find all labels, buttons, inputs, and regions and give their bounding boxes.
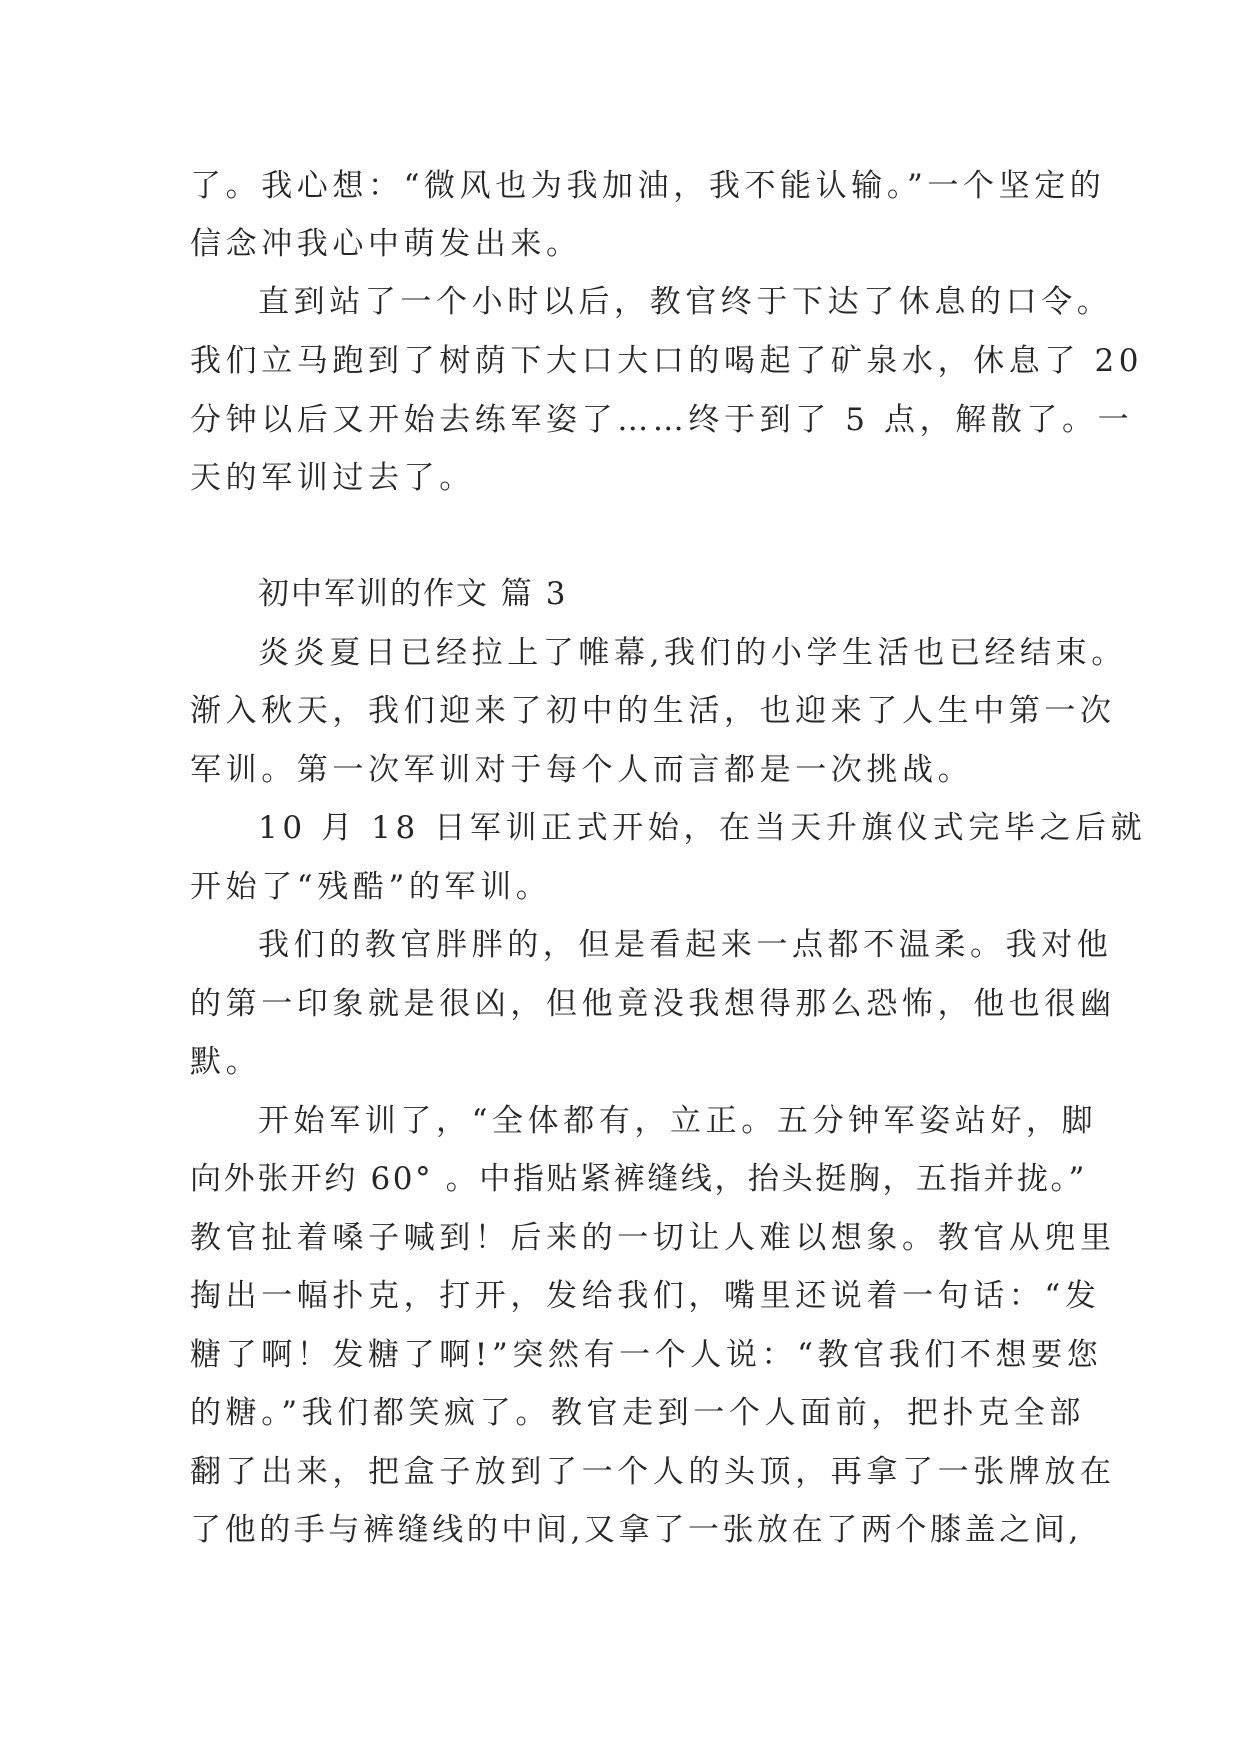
text-line: 掏出一幅扑克，打开，发给我们，嘴里还说着一句话：“发 (190, 1278, 1101, 1314)
text-line: 分钟以后又开始去练军姿了……终于到了 5 点，解散了。一 (190, 402, 1134, 438)
text-line: 翻了出来，把盒子放到了一个人的头顶，再拿了一张牌放在 (190, 1454, 1116, 1490)
text-line: 教官扯着嗓子喊到！后来的一切让人难以想象。教官从兜里 (190, 1220, 1116, 1256)
text-line: 的第一印象就是很凶，但他竟没我想得那么恐怖，他也很幽 (190, 986, 1116, 1022)
section-heading: 初中军训的作文 篇 3 (258, 576, 568, 612)
text-line: 了他的手与裤缝线的中间,又拿了一张放在了两个膝盖之间, (190, 1512, 1082, 1548)
text-line: 向外张开约 60° 。中指贴紧裤缝线，抬头挺胸，五指并拢。” (190, 1161, 1087, 1197)
text-line: 信念冲我心中萌发出来。 (190, 226, 582, 262)
text-line: 10 月 18 日军训正式开始，在当天升旗仪式完毕之后就 (258, 810, 1147, 846)
text-line: 军训。第一次军训对于每个人而言都是一次挑战。 (190, 752, 974, 788)
text-line: 了。我心想：“微风也为我加油，我不能认输。”一个坚定的 (190, 168, 1106, 204)
text-line: 我们的教官胖胖的，但是看起来一点都不温柔。我对他 (258, 927, 1113, 963)
text-line: 炎炎夏日已经拉上了帷幕,我们的小学生活也已经结束。 (258, 635, 1127, 671)
text-line: 直到站了一个小时以后，教官终于下达了休息的口令。 (258, 284, 1113, 320)
text-line: 默。 (190, 1044, 262, 1080)
text-line: 天的军训过去了。 (190, 460, 475, 496)
text-line: 我们立马跑到了树荫下大口大口的喝起了矿泉水，休息了 20 (190, 343, 1144, 379)
text-line: 开始了“残酷”的军训。 (190, 869, 552, 905)
text-line: 的糖。”我们都笑疯了。教官走到一个人面前，把扑克全部 (190, 1395, 1085, 1431)
text-line: 糖了啊！发糖了啊!”突然有一个人说：“教官我们不想要您 (190, 1337, 1103, 1373)
text-line: 渐入秋天，我们迎来了初中的生活，也迎来了人生中第一次 (190, 693, 1116, 729)
text-line: 开始军训了，“全体都有，立正。五分钟军姿站好，脚 (258, 1103, 1098, 1139)
